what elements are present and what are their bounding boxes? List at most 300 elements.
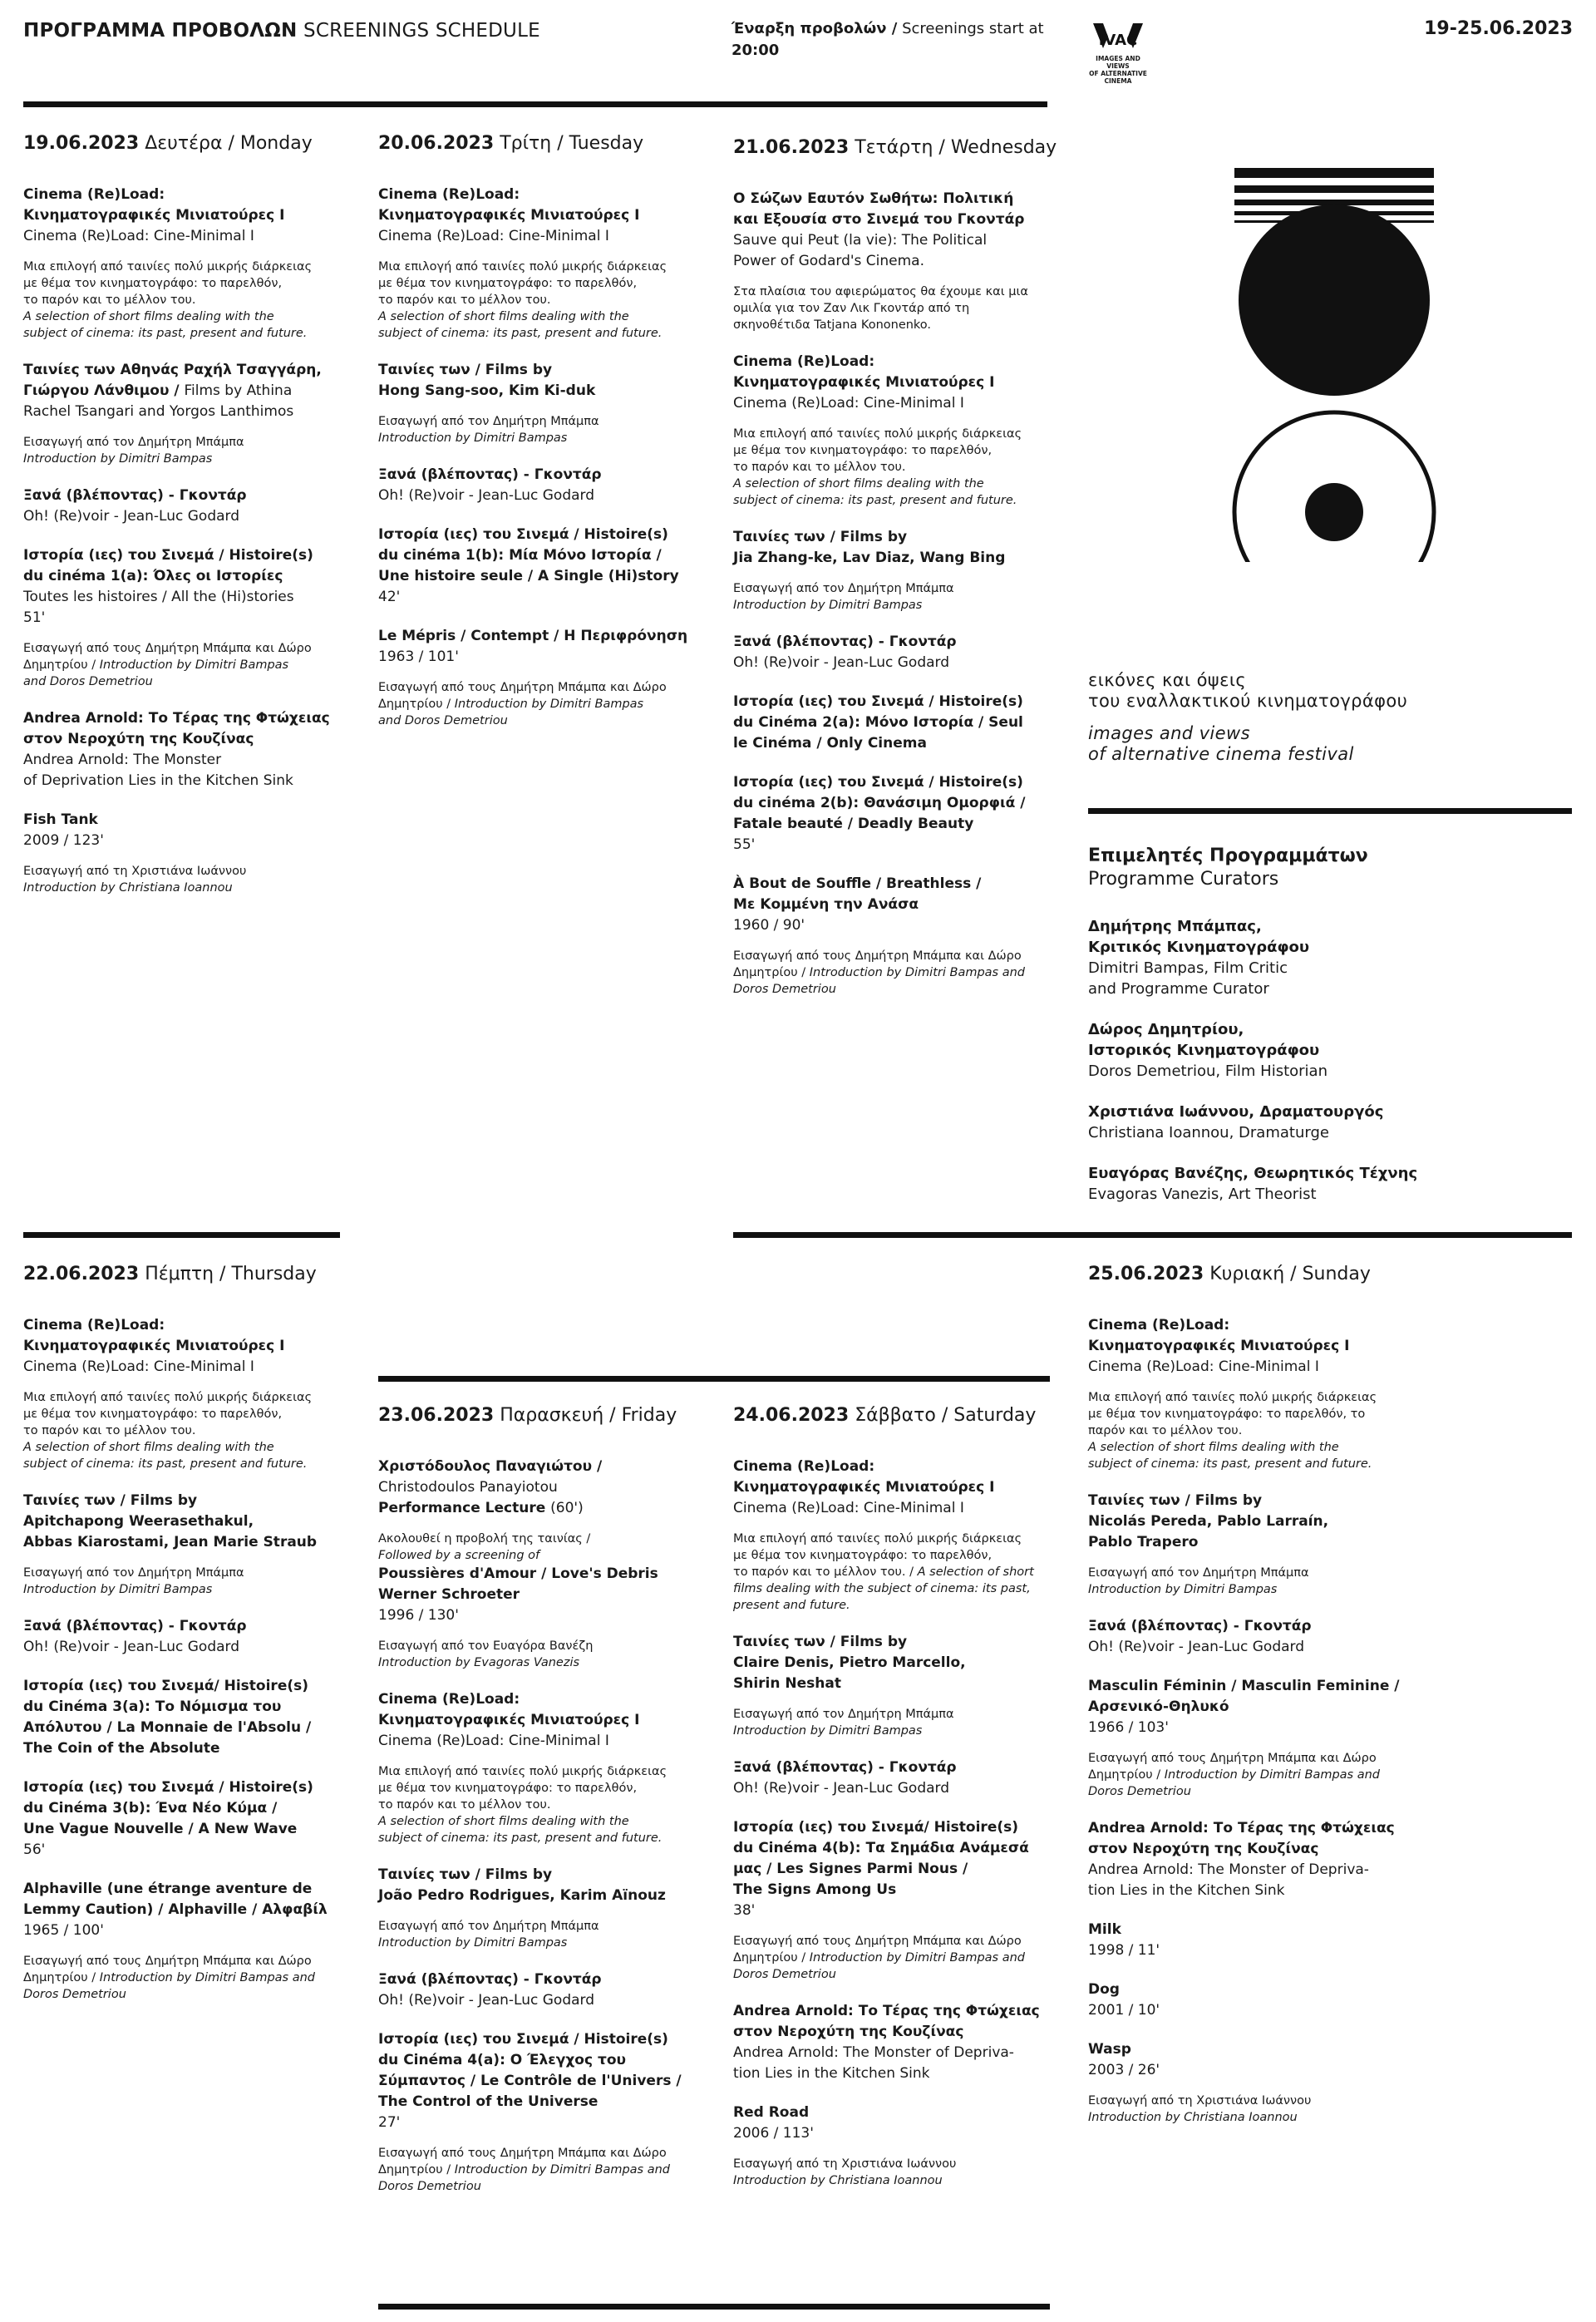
screening-entry — [23, 708, 347, 791]
screening-entry — [1088, 1676, 1412, 1800]
day-heading — [378, 1403, 702, 1428]
curator-name: Κριτικός Κινηματογράφου — [1088, 939, 1310, 956]
film-title: Wasp — [1088, 2041, 1131, 2058]
film-detail: Oh! (Re)voir - Jean-Luc Godard — [1088, 1639, 1305, 1655]
note-text: Εισαγωγή από τους Δημήτρη Μπάμπα και Δώρο — [733, 1935, 1022, 1948]
spacer — [23, 851, 347, 863]
note-text-en: films dealing with the subject of cinema: its past, — [733, 1582, 1031, 1595]
note-text: Μια επιλογή από ταινίες πολύ μικρής διάρκειας — [23, 260, 313, 274]
note-text: με θέμα τον κινηματογράφο: το παρελθόν, — [378, 277, 638, 290]
screening-entry — [378, 2029, 702, 2195]
note-text: με θέμα τον κινηματογράφο: το παρελθόν, — [378, 1782, 638, 1795]
film-detail: Toutes les histoires / All the (Hi)stories — [23, 589, 294, 605]
film-detail: Oh! (Re)voir - Jean-Luc Godard — [378, 487, 595, 504]
film-detail: 27' — [378, 2114, 401, 2131]
film-title: Red Road — [733, 2104, 810, 2121]
film-title: Χριστόδουλος Παναγιώτου / — [378, 1458, 603, 1475]
divider-rule — [23, 101, 1047, 107]
film-detail: Oh! (Re)voir - Jean-Luc Godard — [23, 508, 240, 525]
film-title: Αρσενικό-Θηλυκό — [1088, 1698, 1229, 1715]
film-title: Cinema (Re)Load: — [378, 1691, 520, 1708]
film-detail: Sauve qui Peut (la vie): The Political — [733, 232, 988, 249]
day-label: Τετάρτη / Wednesday — [855, 137, 1057, 158]
spacer — [378, 2133, 702, 2145]
film-detail: Power of Godard's Cinema. — [733, 253, 924, 269]
note-text: Μια επιλογή από ταινίες πολύ μικρής διάρκειας — [378, 260, 667, 274]
film-title: du cinéma 1(b): Μία Μόνο Ιστορία / — [378, 547, 662, 564]
circles-artwork-icon — [1230, 163, 1438, 562]
note-text: Εισαγωγή από τον Ευαγόρα Βανέζη — [378, 1639, 594, 1653]
note-text: Εισαγωγή από τους Δημήτρη Μπάμπα και Δώρο — [1088, 1752, 1377, 1765]
note-text: Εισαγωγή από τους Δημήτρη Μπάμπα και Δώρο — [23, 1955, 312, 1968]
screening-entry — [378, 525, 702, 608]
screening-entry — [1088, 1491, 1412, 1598]
note-text: Εισαγωγή από τη Χριστιάνα Ιωάννου — [23, 865, 247, 878]
film-title: Απόλυτου / La Monnaie de l'Absolu / — [23, 1719, 312, 1736]
day-heading — [733, 1403, 1057, 1428]
note-text: Εισαγωγή από τους Δημήτρη Μπάμπα και Δώρο — [378, 2147, 667, 2160]
screening-entry — [1088, 1616, 1412, 1658]
note-text-en: A selection of short films dealing with the — [23, 1441, 274, 1454]
note-text: Μια επιλογή από ταινίες πολύ μικρής διάρκειας — [1088, 1391, 1377, 1404]
tagline-gr-1: εικόνες και όψεις — [1088, 670, 1247, 690]
screening-entry — [1088, 1920, 1412, 1961]
note-text-en: Doros Demetriou — [733, 1968, 836, 1981]
film-title: Cinema (Re)Load: — [733, 353, 875, 370]
film-detail: Cinema (Re)Load: Cine-Minimal I — [733, 1500, 964, 1516]
film-title: Κινηματογραφικές Μινιατούρες I — [733, 1479, 995, 1496]
film-title: Ταινίες των / Films by — [23, 1492, 198, 1509]
page-header-title: ΠΡΟΓΡΑΜΜΑ ΠΡΟΒΟΛΩΝ SCREENINGS SCHEDULE — [23, 20, 540, 42]
note-text: Εισαγωγή από τη Χριστιάνα Ιωάννου — [1088, 2094, 1312, 2108]
film-title: Ταινίες των Αθηνάς Ραχήλ Τσαγγάρη, — [23, 362, 322, 378]
film-detail: tion Lies in the Kitchen Sink — [733, 2065, 930, 2082]
note-text-en: and Doros Demetriou — [378, 714, 508, 727]
screening-entry — [23, 1315, 347, 1472]
film-detail: 2009 / 123' — [23, 832, 104, 849]
film-detail: Cinema (Re)Load: Cine-Minimal I — [378, 1733, 609, 1749]
note-text-en: A selection of short films dealing with the — [378, 310, 629, 323]
film-title: Ιστορία (ιες) του Σινεμά / Histoire(s) — [733, 774, 1023, 791]
start-time-note: Έναρξη προβολών / Screenings start at 20:00 — [732, 20, 1044, 59]
curator-role: Doros Demetriou, Film Historian — [1088, 1062, 1328, 1080]
film-title: Ξανά (βλέποντας) - Γκοντάρ — [378, 466, 602, 483]
note-text: Μια επιλογή από ταινίες πολύ μικρής διάρκειας — [733, 1532, 1022, 1546]
film-detail: Rachel Tsangari and Yorgos Lanthimos — [23, 403, 294, 420]
note-text: Δημητρίου / Introduction by Dimitri Bampas — [378, 698, 644, 711]
film-title: du Cinéma 3(b): Ένα Νέο Κύμα / — [23, 1800, 278, 1817]
screening-entry — [1088, 1818, 1412, 1901]
film-detail: Cinema (Re)Load: Cine-Minimal I — [733, 395, 964, 412]
note-text-en: subject of cinema: its past, present and future. — [23, 1457, 308, 1471]
divider-rule — [378, 1376, 1050, 1382]
day-heading — [733, 136, 1057, 160]
note-text-en: A selection of short films dealing with the — [733, 477, 984, 491]
film-detail: 56' — [23, 1841, 46, 1858]
note-text-en: subject of cinema: its past, present and future. — [378, 327, 663, 340]
spacer — [378, 1906, 702, 1918]
day-column-tuesday — [378, 131, 702, 747]
divider-rule — [378, 2304, 1050, 2310]
spacer — [378, 1519, 702, 1531]
note-text-en: Introduction by Christiana Ioannou — [733, 2174, 943, 2187]
screening-entry — [1088, 1315, 1412, 1472]
spacer — [23, 1553, 347, 1565]
tagline-en-1: images and views — [1088, 723, 1250, 743]
spacer — [378, 668, 702, 679]
note-text-en: Introduction by Dimitri Bampas — [454, 698, 644, 711]
note-text-en: Doros Demetriou — [378, 2180, 481, 2193]
spacer — [1088, 1378, 1412, 1389]
screening-entry — [1088, 1979, 1412, 2021]
film-title: μας / Les Signes Parmi Nous / — [733, 1861, 968, 1877]
film-title: Hong Sang-soo, Kim Ki-duk — [378, 382, 596, 399]
note-text-en: A selection of short films dealing with the — [23, 310, 274, 323]
film-title: Cinema (Re)Load: — [23, 186, 165, 203]
note-text: το παρόν και το μέλλον του. — [23, 293, 196, 307]
film-detail: Cinema (Re)Load: Cine-Minimal I — [1088, 1358, 1319, 1375]
spacer — [733, 1921, 1057, 1933]
film-detail: Andrea Arnold: The Monster of Depriva- — [1088, 1861, 1369, 1878]
spacer — [1088, 1553, 1412, 1565]
film-detail: 2001 / 10' — [1088, 2002, 1160, 2019]
spacer — [1088, 1738, 1412, 1750]
note-text-en: subject of cinema: its past, present and future. — [23, 327, 308, 340]
film-title: Nicolás Pereda, Pablo Larraín, — [1088, 1513, 1329, 1530]
note-text: Δημητρίου / Introduction by Dimitri Bampas and — [733, 1951, 1025, 1965]
note-text-en: Introduction by Dimitri Bampas and — [1164, 1768, 1380, 1782]
film-title: du cinéma 1(a): Όλες οι Ιστορίες — [23, 568, 283, 584]
curator-entry — [1088, 1163, 1554, 1205]
day-date: 20.06.2023 — [378, 133, 495, 154]
note-text-en: Introduction by Dimitri Bampas — [1088, 1583, 1278, 1596]
film-title: João Pedro Rodrigues, Karim Aïnouz — [378, 1887, 666, 1904]
film-title: και Εξουσία στο Σινεμά του Γκοντάρ — [733, 211, 1025, 228]
spacer — [1088, 2081, 1412, 2093]
curator-name: Χριστιάνα Ιωάννου, Δραματουργός — [1088, 1103, 1384, 1121]
note-text: Εισαγωγή από τον Δημήτρη Μπάμπα — [23, 1566, 244, 1580]
curators-subtitle: Programme Curators — [1088, 869, 1279, 890]
screening-entry — [378, 1689, 702, 1846]
note-text: το παρόν και το μέλλον του. / A selection of short — [733, 1565, 1034, 1579]
screening-entry — [733, 1758, 1057, 1799]
note-text: Εισαγωγή από τους Δημήτρη Μπάμπα και Δώρο — [733, 949, 1022, 963]
film-title: Ταινίες των / Films by — [733, 1634, 908, 1650]
film-detail: Cinema (Re)Load: Cine-Minimal I — [23, 1358, 254, 1375]
divider-rule — [1088, 808, 1572, 814]
film-title: Ιστορία (ιες) του Σινεμά / Histoire(s) — [378, 526, 668, 543]
film-detail: (60') — [550, 1500, 584, 1516]
day-date: 21.06.2023 — [733, 137, 850, 158]
spacer — [733, 1694, 1057, 1706]
spacer — [378, 247, 702, 259]
film-detail: Cinema (Re)Load: Cine-Minimal I — [23, 228, 254, 244]
film-title: Le Mépris / Contempt / Η Περιφρόνηση — [378, 628, 688, 644]
film-title: Ιστορία (ιες) του Σινεμά / Histoire(s) — [23, 547, 313, 564]
day-date: 24.06.2023 — [733, 1405, 850, 1426]
film-detail: Oh! (Re)voir - Jean-Luc Godard — [23, 1639, 240, 1655]
note-text-en: subject of cinema: its past, present and future. — [378, 1831, 663, 1845]
note-text: το παρόν και το μέλλον του. — [733, 461, 906, 474]
screening-entry — [378, 465, 702, 506]
note-text: Εισαγωγή από τον Δημήτρη Μπάμπα — [733, 582, 954, 595]
film-detail: Oh! (Re)voir - Jean-Luc Godard — [733, 1780, 950, 1797]
film-title: Ταινίες των / Films by — [1088, 1492, 1263, 1509]
spacer — [733, 1519, 1057, 1531]
note-text: με θέμα τον κινηματογράφο: το παρελθόν, — [23, 1407, 283, 1421]
film-detail: Oh! (Re)voir - Jean-Luc Godard — [733, 654, 950, 671]
day-heading — [1088, 1262, 1412, 1287]
spacer — [23, 247, 347, 259]
day-column-saturday — [733, 1403, 1057, 2207]
film-title: Performance Lecture (60') — [378, 1500, 584, 1516]
curators-section — [1088, 845, 1554, 1225]
spacer — [378, 402, 702, 413]
film-title: Ταινίες των / Films by — [378, 362, 553, 378]
screening-entry — [733, 1457, 1057, 1614]
note-text-en: and Doros Demetriou — [23, 675, 153, 688]
film-title: Claire Denis, Pietro Marcello, — [733, 1654, 966, 1671]
note-text: με θέμα τον κινηματογράφο: το παρελθόν, — [733, 1549, 993, 1562]
film-title: Abbas Kiarostami, Jean Marie Straub — [23, 1534, 318, 1550]
film-title: The Coin of the Absolute — [23, 1740, 220, 1757]
screening-entry — [378, 1457, 702, 1671]
note-text: το παρόν και το μέλλον του. — [378, 293, 551, 307]
note-text-en: Doros Demetriou — [1088, 1785, 1191, 1798]
note-text: Μια επιλογή από ταινίες πολύ μικρής διάρκειας — [733, 427, 1022, 441]
ivac-logo-line: OF ALTERNATIVE — [1089, 70, 1147, 77]
film-title: Ταινίες των / Films by — [378, 1866, 553, 1883]
spacer — [378, 1752, 702, 1763]
film-title: Κινηματογραφικές Μινιατούρες I — [23, 207, 285, 224]
film-title: στον Νεροχύτη της Κουζίνας — [1088, 1841, 1319, 1857]
screening-entry — [378, 360, 702, 446]
day-heading — [23, 1262, 347, 1287]
day-label: Πέμπτη / Thursday — [145, 1264, 317, 1284]
film-title: Κινηματογραφικές Μινιατούρες I — [378, 207, 640, 224]
screening-entry — [378, 185, 702, 342]
film-detail: Andrea Arnold: The Monster of Depriva- — [733, 2044, 1014, 2061]
film-detail: 42' — [378, 589, 401, 605]
film-title: Fish Tank — [23, 811, 98, 828]
film-title: Ταινίες των / Films by — [733, 529, 908, 545]
film-title: Ιστορία (ιες) του Σινεμά / Histoire(s) — [733, 693, 1023, 710]
note-text: Μια επιλογή από ταινίες πολύ μικρής διάρκειας — [378, 1765, 667, 1778]
note-text: Δημητρίου / Introduction by Dimitri Bampas and — [378, 2163, 670, 2177]
day-column-monday — [23, 131, 347, 915]
curator-entry — [1088, 1019, 1554, 1082]
note-text: ομιλία για τον Ζαν Λικ Γκοντάρ από τη — [733, 302, 970, 315]
screening-entry — [733, 2103, 1057, 2189]
film-detail: Cinema (Re)Load: Cine-Minimal I — [378, 228, 609, 244]
film-detail: Christodoulos Panayiotou — [378, 1479, 558, 1496]
divider-rule — [733, 1232, 1572, 1238]
note-text-en: subject of cinema: its past, present and future. — [1088, 1457, 1372, 1471]
note-text: παρόν και το μέλλον του. — [1088, 1424, 1243, 1437]
film-detail: 1966 / 103' — [1088, 1719, 1169, 1736]
film-detail: 1996 / 130' — [378, 1607, 459, 1624]
screening-entry — [23, 1879, 347, 2003]
day-date: 23.06.2023 — [378, 1405, 495, 1426]
film-title: Jia Zhang-ke, Lav Diaz, Wang Bing — [733, 550, 1006, 566]
day-label: Παρασκευή / Friday — [500, 1405, 677, 1426]
film-title: du Cinéma 4(b): Τα Σημάδια Ανάμεσά — [733, 1840, 1029, 1856]
film-title: Cinema (Re)Load: — [378, 186, 520, 203]
note-text-en: Introduction by Dimitri Bampas — [99, 658, 289, 672]
note-text-en: Introduction by Dimitri Bampas — [23, 1583, 213, 1596]
film-title: Ξανά (βλέποντας) - Γκοντάρ — [733, 633, 957, 650]
film-detail: of Deprivation Lies in the Kitchen Sink — [23, 772, 293, 789]
film-detail: 51' — [23, 609, 46, 626]
film-title: Ιστορία (ιες) του Σινεμά / Histoire(s) — [23, 1779, 313, 1796]
day-date: 25.06.2023 — [1088, 1264, 1204, 1284]
film-title: du Cinéma 4(a): Ο Έλεγχος του — [378, 2052, 626, 2068]
note-text-en: Introduction by Christiana Ioannou — [23, 881, 233, 895]
spacer — [733, 272, 1057, 283]
film-title: du cinéma 2(b): Θανάσιμη Ομορφιά / — [733, 795, 1026, 811]
film-title: Κινηματογραφικές Μινιατούρες I — [1088, 1338, 1350, 1354]
film-detail: 2003 / 26' — [1088, 2062, 1160, 2078]
film-detail: 55' — [733, 836, 756, 853]
film-title: Ιστορία (ιες) του Σινεμά / Histoire(s) — [378, 2031, 668, 2048]
film-title: Ξανά (βλέποντας) - Γκοντάρ — [733, 1759, 957, 1776]
film-title-plain: Films by Athina — [184, 382, 293, 399]
note-text: Ακολουθεί η προβολή της ταινίας / — [378, 1532, 591, 1546]
note-text: Εισαγωγή από τον Δημήτρη Μπάμπα — [23, 436, 244, 449]
spacer — [733, 414, 1057, 426]
day-column-sunday — [1088, 1262, 1412, 2144]
film-detail: 1960 / 90' — [733, 917, 805, 934]
divider-rule — [23, 1232, 340, 1238]
spacer — [23, 1378, 347, 1389]
note-text: με θέμα τον κινηματογράφο: το παρελθόν, — [23, 277, 283, 290]
film-detail: Oh! (Re)voir - Jean-Luc Godard — [378, 1992, 595, 2009]
curator-name: Δώρος Δημητρίου, — [1088, 1021, 1244, 1038]
film-title: Κινηματογραφικές Μινιατούρες I — [23, 1338, 285, 1354]
screening-entry — [23, 1491, 347, 1598]
screening-entry — [733, 874, 1057, 998]
day-label: Τρίτη / Tuesday — [500, 133, 644, 154]
film-title: Masculin Féminin / Masculin Feminine / — [1088, 1678, 1400, 1694]
film-title: Poussières d'Amour / Love's Debris — [378, 1565, 658, 1582]
screening-entry — [733, 189, 1057, 333]
spacer — [733, 2144, 1057, 2156]
film-title: Ο Σώζων Εαυτόν Σωθήτω: Πολιτική — [733, 190, 1014, 207]
note-text: Δημητρίου / Introduction by Dimitri Bampas and — [1088, 1768, 1380, 1782]
spacer — [23, 629, 347, 640]
note-text-en: Introduction by Dimitri Bampas — [23, 452, 213, 466]
film-title: du Cinéma 3(a): Το Νόμισμα του — [23, 1698, 282, 1715]
film-title: Κινηματογραφικές Μινιατούρες I — [733, 374, 995, 391]
date-range: 19-25.06.2023 — [1424, 18, 1573, 39]
note-text: Εισαγωγή από τον Δημήτρη Μπάμπα — [378, 415, 599, 428]
film-title: Σύμπαντος / Le Contrôle de l'Univers / — [378, 2073, 682, 2089]
note-text-en: A selection of short films dealing with the — [1088, 1441, 1339, 1454]
screening-entry — [23, 1777, 347, 1861]
note-text-en: Introduction by Christiana Ioannou — [1088, 2111, 1298, 2124]
film-detail: 38' — [733, 1902, 756, 1919]
screening-entry — [23, 360, 347, 467]
note-text: με θέμα τον κινηματογράφο: το παρελθόν, το — [1088, 1407, 1366, 1421]
note-text: Μια επιλογή από ταινίες πολύ μικρής διάρκειας — [23, 1391, 313, 1404]
film-title: Lemmy Caution) / Alphaville / Αλφαβίλ — [23, 1901, 328, 1918]
note-text: Εισαγωγή από τον Δημήτρη Μπάμπα — [378, 1920, 599, 1933]
note-text-en: Introduction by Dimitri Bampas and — [809, 1951, 1025, 1965]
film-title: στον Νεροχύτη της Κουζίνας — [733, 2024, 964, 2040]
film-title: Cinema (Re)Load: — [23, 1317, 165, 1334]
screening-entry — [733, 1632, 1057, 1739]
screening-entry — [733, 632, 1057, 673]
day-column-wednesday — [733, 136, 1057, 1016]
note-text-en: Introduction by Dimitri Bampas — [378, 431, 568, 445]
screening-entry — [378, 1865, 702, 1951]
film-title: Ξανά (βλέποντας) - Γκοντάρ — [23, 487, 247, 504]
note-text: Δημητρίου / Introduction by Dimitri Bampas — [23, 658, 289, 672]
film-detail: Andrea Arnold: The Monster — [23, 752, 222, 768]
film-title: Με Κομμένη την Ανάσα — [733, 896, 919, 913]
screening-entry — [23, 185, 347, 342]
note-text-en: A selection of short films dealing with the — [378, 1815, 629, 1828]
tagline-gr-2: του εναλλακτικού κινηματογράφου — [1088, 691, 1408, 711]
screening-entry — [23, 1616, 347, 1658]
screening-entry — [733, 692, 1057, 754]
film-title: The Control of the Universe — [378, 2093, 598, 2110]
film-title: The Signs Among Us — [733, 1881, 897, 1898]
note-text: Εισαγωγή από τον Δημήτρη Μπάμπα — [1088, 1566, 1309, 1580]
film-title: Andrea Arnold: Το Τέρας της Φτώχειας — [1088, 1820, 1395, 1836]
screening-entry — [733, 527, 1057, 614]
screening-entry — [733, 1817, 1057, 1983]
screening-entry — [23, 545, 347, 690]
note-text: σκηνοθέτιδα Tatjana Kononenko. — [733, 318, 932, 332]
note-text-en: Introduction by Dimitri Bampas and — [454, 2163, 670, 2177]
note-text-en: A selection of short — [917, 1565, 1034, 1579]
film-title: Κινηματογραφικές Μινιατούρες I — [378, 1712, 640, 1728]
film-title: Andrea Arnold: Το Τέρας της Φτώχειας — [733, 2003, 1040, 2019]
film-title: Fatale beauté / Deadly Beauty — [733, 816, 974, 832]
spacer — [23, 1941, 347, 1953]
film-title: Une Vague Nouvelle / A New Wave — [23, 1821, 298, 1837]
day-column-thursday — [23, 1262, 347, 2021]
note-text: Εισαγωγή από τους Δημήτρη Μπάμπα και Δώρο — [23, 642, 312, 655]
day-column-friday — [378, 1403, 702, 2213]
spacer — [23, 422, 347, 434]
ivac-logo-line: CINEMA — [1104, 77, 1132, 85]
screening-entry — [733, 772, 1057, 855]
film-detail: 2006 / 113' — [733, 2125, 814, 2142]
film-detail: 1963 / 101' — [378, 648, 459, 665]
screening-entry — [733, 2001, 1057, 2084]
note-text-en: Doros Demetriou — [23, 1988, 126, 2001]
screening-entry — [23, 486, 347, 527]
film-title: Milk — [1088, 1921, 1121, 1938]
spacer — [378, 1626, 702, 1638]
film-title: Cinema (Re)Load: — [733, 1458, 875, 1475]
spacer — [733, 569, 1057, 580]
film-title: Werner Schroeter — [378, 1586, 520, 1603]
film-detail: 1998 / 11' — [1088, 1942, 1160, 1959]
film-title: Shirin Neshat — [733, 1675, 841, 1692]
day-heading — [378, 131, 702, 156]
curator-entry — [1088, 916, 1554, 999]
ivac-logo-icon — [1091, 20, 1145, 52]
film-title: Ιστορία (ιες) του Σινεμά/ Histoire(s) — [733, 1819, 1019, 1836]
tagline-en-2: of alternative cinema festival — [1088, 744, 1354, 764]
ivac-logo-name: IVAC — [1098, 32, 1138, 49]
day-label: Δευτέρα / Monday — [145, 133, 313, 154]
film-detail: 1965 / 100' — [23, 1922, 104, 1939]
curator-name: Δημήτρης Μπάμπας, — [1088, 918, 1262, 935]
